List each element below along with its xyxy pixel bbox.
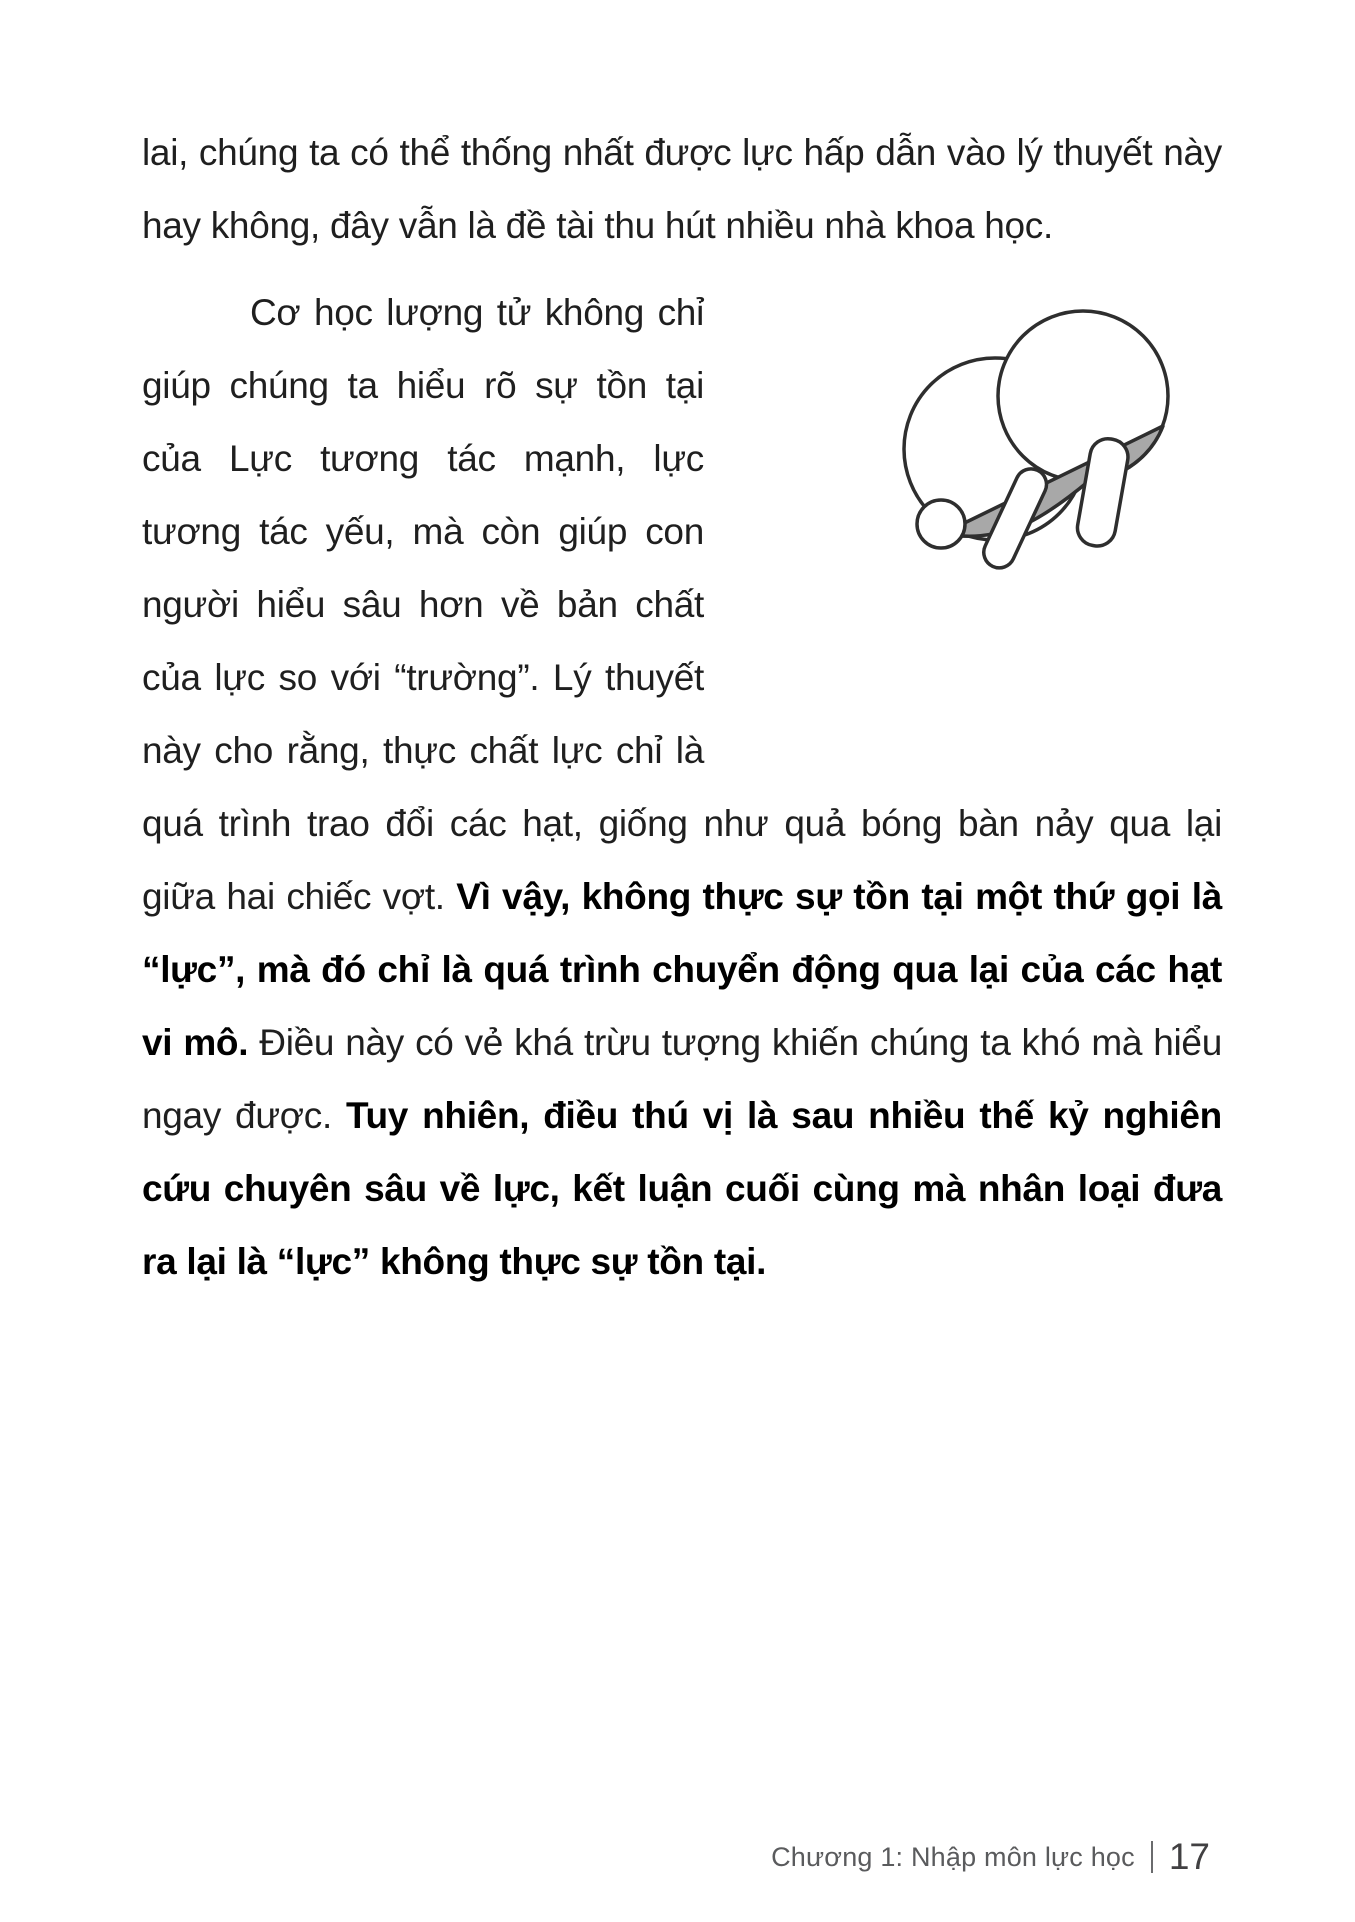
paragraph-1 [142, 116, 1222, 262]
figure-float [722, 276, 1222, 781]
ping-pong-paddles-illustration [722, 276, 1222, 781]
text-run: lai, chúng ta có thể thống nhất được lực hấp dẫn vào lý thuyết này hay không, đây vẫn là đề tài thu hút nhiều nhà khoa học. [142, 132, 1222, 246]
text-run: Điều này có vẻ khá trừu tượng khiến chúng ta khó mà hiểu ngay được. [142, 1022, 1222, 1136]
page-footer [771, 1836, 1210, 1878]
ping-pong-ball [917, 500, 965, 548]
footer-divider [1151, 1841, 1153, 1873]
bold-text-run: Tuy nhiên, điều thú vị là sau nhiều thế kỷ nghiên cứu chuyên sâu về lực, kết luận cuối cùng mà nhân loại đưa ra lại là “lực” không thực sự tồn tại. [142, 1095, 1222, 1282]
footer-page-number: 17 [1168, 1836, 1210, 1877]
text-run: Cơ học lượng tử không chỉ giúp chúng ta hiểu rõ sự tồn tại của Lực tương tác mạnh, lực tương tác yếu, mà còn giúp con người hiểu sâu hơn về bản chất của lực so với “trường”. Lý thuyết này cho rằng, thực chất lực chỉ là quá trình trao đổi các hạt, giống như quả bóng bàn nảy qua lại giữa hai chiếc vợt. [142, 292, 1222, 917]
page-content [142, 116, 1222, 1298]
bold-text-run: Vì vậy, không thực sự tồn tại một thứ gọi là “lực”, mà đó chỉ là quá trình chuyển động qua lại của các hạt vi mô. [142, 876, 1223, 1063]
footer-chapter-label: Chương 1: Nhập môn lực học [771, 1841, 1135, 1872]
paragraph-2 [142, 276, 1222, 1298]
